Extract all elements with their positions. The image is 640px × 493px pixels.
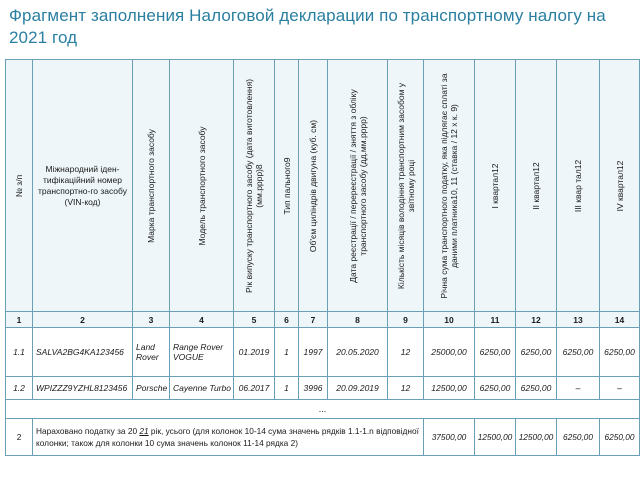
header-label-14: IV квартал12 xyxy=(614,160,625,211)
header-cell-5 xyxy=(234,60,275,312)
year-cell: 06.2017 xyxy=(234,377,275,400)
col-number: 13 xyxy=(557,312,600,328)
q3-cell: – xyxy=(557,377,600,400)
vin-cell: SALVA2BG4KA123456 xyxy=(33,328,133,377)
header-cell-9 xyxy=(388,60,424,312)
fuel-cell: 1 xyxy=(275,377,299,400)
col-number: 6 xyxy=(275,312,299,328)
header-label-4: Модель транспортного засобу xyxy=(196,126,207,245)
header-label-9: Кількість місяців володіння транспортним засобом у звітному році xyxy=(395,82,416,289)
summary-q4: 6250,00 xyxy=(600,419,640,456)
header-cell-14 xyxy=(600,60,640,312)
declaration-table xyxy=(5,59,640,456)
summary-text-before: Нараховано податку за 20 xyxy=(36,426,140,436)
header-label-11: I квартал12 xyxy=(490,162,500,209)
vin-cell: WPIZZZ9YZHL8123456 xyxy=(33,377,133,400)
summary-year: 21 xyxy=(139,426,149,436)
q4-cell: 6250,00 xyxy=(600,328,640,377)
row-number: 1.2 xyxy=(6,377,33,400)
summary-q1: 12500,00 xyxy=(475,419,516,456)
annual-cell: 25000,00 xyxy=(424,328,475,377)
summary-text-after: рік, усього (для колонок 10-14 сума значень рядків 1.1-1.n відповідної колонки; також для колонки 10 сума значень колонок 11-14 рядка 2) xyxy=(36,426,419,448)
summary-annual: 37500,00 xyxy=(424,419,475,456)
q1-cell: 6250,00 xyxy=(475,328,516,377)
summary-number: 2 xyxy=(6,419,33,456)
col-number: 12 xyxy=(516,312,557,328)
header-label-5: Рік випуску транспортного засобу (дата виготовлення) (мм.рррр)8 xyxy=(244,78,264,293)
header-label-3: Марка транспортного засобу xyxy=(146,128,156,243)
header-cell-12 xyxy=(516,60,557,312)
header-cell-2 xyxy=(33,60,133,312)
volume-cell: 1997 xyxy=(299,328,328,377)
col-number: 4 xyxy=(170,312,234,328)
ellipsis-row xyxy=(6,400,640,419)
model-cell: Cayenne Turbo xyxy=(170,377,234,400)
header-cell-3 xyxy=(133,60,170,312)
header-label-2: Міжнародний іден-тифікаційний номер транспортно-го засобу (VIN-код) xyxy=(38,163,127,207)
col-number: 9 xyxy=(388,312,424,328)
row-number: 1.1 xyxy=(6,328,33,377)
col-number: 14 xyxy=(600,312,640,328)
col-number: 3 xyxy=(133,312,170,328)
ellipsis: ... xyxy=(6,400,640,419)
header-label-8: Дата реєстрації / перереєстрації / зняття з обліку транспортного засобу (дд.мм.рррр) xyxy=(347,88,368,283)
q1-cell: 6250,00 xyxy=(475,377,516,400)
fuel-cell: 1 xyxy=(275,328,299,377)
header-label-7: Об'єм циліндрів двигуна (куб. см) xyxy=(308,119,318,252)
col-number: 5 xyxy=(234,312,275,328)
header-label-13: III квар тал12 xyxy=(573,159,583,212)
summary-q3: 6250,00 xyxy=(557,419,600,456)
q4-cell: – xyxy=(600,377,640,400)
volume-cell: 3996 xyxy=(299,377,328,400)
annual-cell: 12500,00 xyxy=(424,377,475,400)
header-cell-8 xyxy=(328,60,388,312)
date-cell: 20.05.2020 xyxy=(328,328,388,377)
year-cell: 01.2019 xyxy=(234,328,275,377)
header-label-1: № з/п xyxy=(14,174,24,197)
header-label-10: Річна сума транспортного податку, яка підлягає сплаті за даними платника10, 11 (ставка / 12 х к. 9) xyxy=(439,72,459,299)
brand-cell: Land Rover xyxy=(133,328,170,377)
header-cell-11 xyxy=(475,60,516,312)
col-number: 8 xyxy=(328,312,388,328)
months-cell: 12 xyxy=(388,328,424,377)
header-label-12: II квартал12 xyxy=(531,161,541,210)
header-cell-6 xyxy=(275,60,299,312)
header-cell-10 xyxy=(424,60,475,312)
q3-cell: 6250,00 xyxy=(557,328,600,377)
summary-row xyxy=(6,419,640,456)
page-title: Фрагмент заполнения Налоговой декларации по транспортному налогу на 2021 год xyxy=(9,6,606,47)
table-row xyxy=(6,328,640,377)
header-cell-4 xyxy=(170,60,234,312)
months-cell: 12 xyxy=(388,377,424,400)
q2-cell: 6250,00 xyxy=(516,377,557,400)
column-number-row xyxy=(6,312,640,328)
col-number: 1 xyxy=(6,312,33,328)
col-number: 2 xyxy=(33,312,133,328)
model-cell: Range Rover VOGUE xyxy=(170,328,234,377)
col-number: 10 xyxy=(424,312,475,328)
header-label-6: Тип пального9 xyxy=(281,156,292,215)
col-number: 7 xyxy=(299,312,328,328)
table-row xyxy=(6,377,640,400)
date-cell: 20.09.2019 xyxy=(328,377,388,400)
header-row xyxy=(6,60,640,312)
header-cell-1 xyxy=(6,60,33,312)
summary-description xyxy=(33,419,424,456)
col-number: 11 xyxy=(475,312,516,328)
summary-q2: 12500,00 xyxy=(516,419,557,456)
q2-cell: 6250,00 xyxy=(516,328,557,377)
header-cell-13 xyxy=(557,60,600,312)
header-cell-7 xyxy=(299,60,328,312)
brand-cell: Porsche xyxy=(133,377,170,400)
